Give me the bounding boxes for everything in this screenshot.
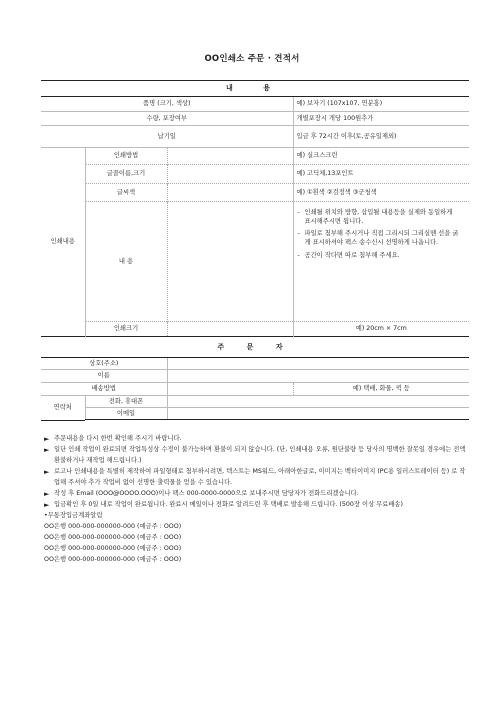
value-product[interactable]: 예) 보자기 (107x107, 연분홍): [293, 97, 469, 112]
label-phone: 전화, 휴대폰: [85, 396, 167, 408]
section-header-content: 내 용: [41, 81, 469, 97]
label-print-content-group: 인쇄내용: [41, 148, 85, 337]
note-item: ► 입금확인 후 0일 내로 작업이 완료됩니다. 완료시 메일이나 전화로 알려드린 후 택배로 발송해 드립니다. (500장 이상 무료배송): [44, 499, 469, 510]
value-due-date[interactable]: 입금 후 72시간 이후(토,공유일제외): [293, 126, 469, 148]
document-title: OO인쇄소 주문 · 견적서: [204, 54, 300, 64]
value-quantity[interactable]: 개별포장시 개당 100원추가: [293, 112, 469, 126]
bank-account: OO은행 000-000-000000-000 (예금주 : OOO): [44, 556, 182, 564]
instruction-item: - 인쇄될 위치와 방향, 삽입될 내용등을 실제와 동일하게 표시해주시면 됩니다.: [297, 208, 460, 226]
label-email: 이메일: [85, 408, 167, 420]
label-delivery: 배송방법: [41, 383, 167, 396]
label-due-date: 납기일: [41, 126, 293, 148]
label-name: 이름: [41, 370, 167, 383]
pointer-icon: ►: [44, 435, 50, 443]
pointer-icon: ►: [44, 446, 50, 455]
label-print-method: 인쇄방법: [85, 148, 167, 165]
order-form-table: [41, 80, 469, 421]
value-print-method[interactable]: 예) 실크스크린: [293, 148, 469, 165]
value-name[interactable]: [167, 370, 469, 383]
label-product: 품명 (크기, 색상): [41, 97, 293, 112]
note-item: ► 작성 후 Email (OOO@OOOO.OOO)이나 팩스 000-0000-0000으로 보내주시면 담당자가 전화드리겠습니다.: [44, 488, 469, 499]
instruction-item: - 파일로 첨부해 주시거나 직접 그리시되 그리실땐 선을 굵게 표시하셔야 팩스 송수신시 선명하게 나옵니다.: [297, 229, 460, 247]
label-text-color: 글씨색: [85, 184, 167, 202]
value-delivery[interactable]: 예) 택배, 화물, 퀵 등: [293, 383, 469, 396]
note-item: ► 일단 인쇄 작업이 완료되면 작업특성상 수정이 불가능하며 환불이 되지 않습니다. (단, 인쇄내용 오류, 원단불량 등 당사의 명백한 잘못일 경우에는 전액 환불하거나 재작업 해드립니다.): [44, 446, 466, 465]
content-instructions: [297, 208, 460, 260]
bank-account: OO은행 000-000-000000-000 (예금주 : OOO): [44, 534, 182, 542]
bank-title: •무통장입금계좌알림: [44, 512, 103, 520]
bank-account: OO은행 000-000-000000-000 (예금주 : OOO): [44, 523, 182, 531]
notes-section: [44, 433, 469, 565]
pointer-icon: ►: [44, 468, 50, 477]
value-email[interactable]: [167, 408, 469, 420]
value-content[interactable]: [293, 202, 469, 322]
pointer-icon: ►: [44, 490, 50, 499]
label-content: 내 용: [85, 202, 167, 322]
pointer-icon: ►: [44, 501, 50, 510]
instruction-item: - 공간이 작다면 따로 첨부해 주세요.: [297, 251, 460, 260]
section-header-orderer: 주 문 자: [41, 337, 469, 358]
label-contact: 연락처: [41, 396, 85, 420]
value-company[interactable]: [167, 358, 469, 370]
value-font[interactable]: 예) 고딕체,13포인트: [293, 165, 469, 184]
value-phone[interactable]: [167, 396, 469, 408]
bank-account: OO은행 000-000-000000-000 (예금주 : OOO): [44, 545, 182, 553]
label-font: 글꼴이름,크기: [85, 165, 167, 184]
value-text-color[interactable]: 예) ①흰색 ②검정색 ③군청색: [293, 184, 469, 202]
note-item: ► 주문내용을 다시 한번 확인해 주시기 바랍니다.: [44, 433, 469, 444]
note-item: ► 로고나 인쇄내용을 특별히 제작하여 파일형태로 첨부하시려면, 텍스트는 MS워드, 아래아한글로, 이미지는 벡터이미지 (PC용 일러스트레이터 등) 로 작업해 주셔야 추가 작업비 없이 선명한 출력물을 얻을 수 있습니다.: [44, 468, 466, 487]
label-company: 상호(주소): [41, 358, 167, 370]
label-print-size: 인쇄크기: [85, 322, 167, 337]
label-quantity: 수량, 포장여부: [41, 112, 293, 126]
value-print-size[interactable]: 예) 20cm × 7cm: [293, 322, 469, 337]
